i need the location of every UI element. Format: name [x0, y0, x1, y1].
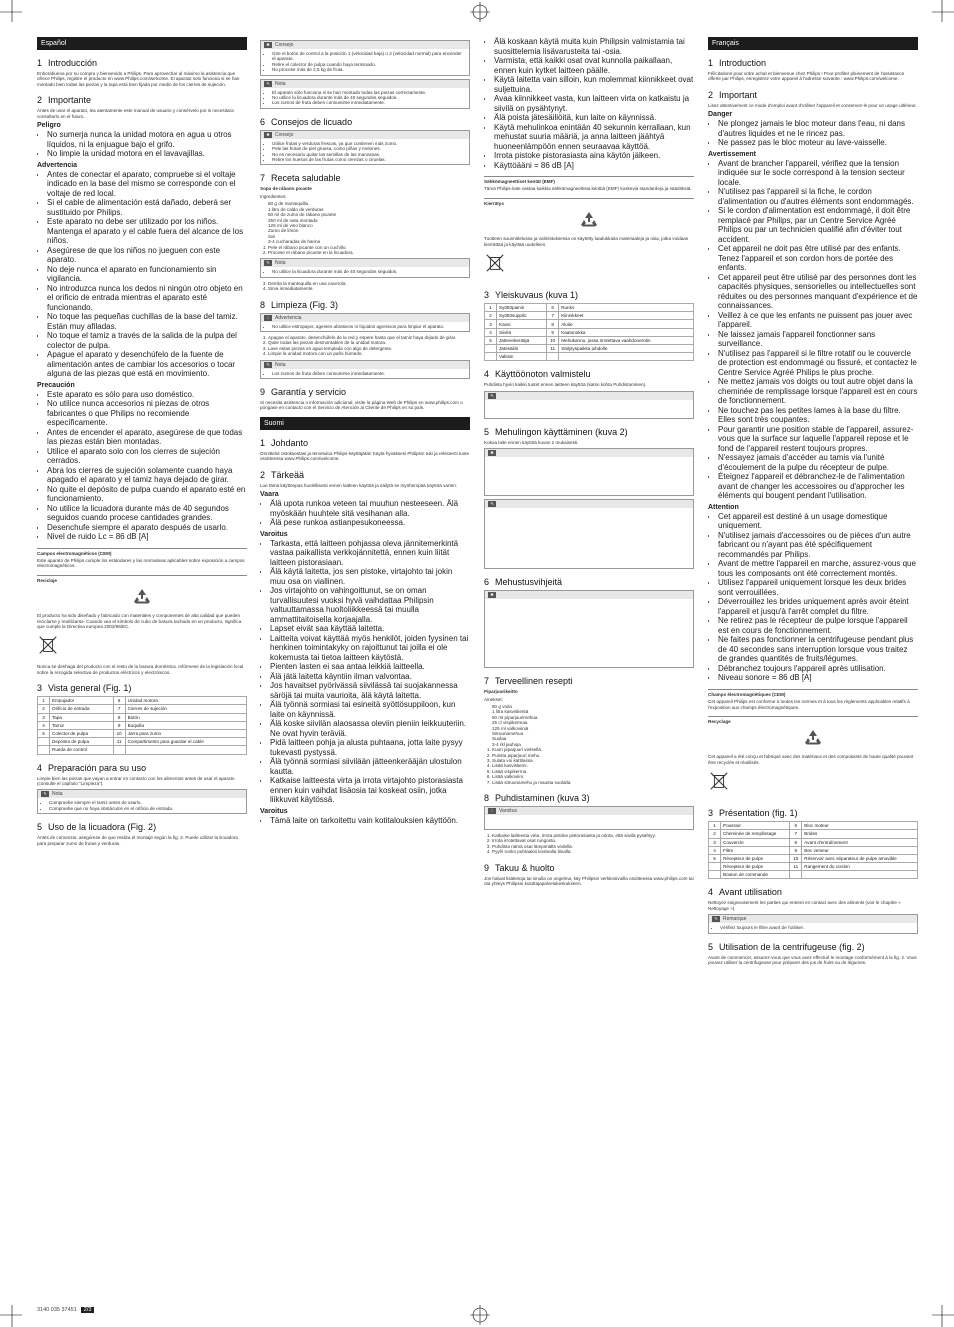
tip-box: ✱ Consejo • Utilice frutas y verduras frescas, ya que contienen más zumo. • Pele las frutas de piel gruesa, como piñas y melones. • No es necesario quitar las semillas de las manzanas. • Retire los huesos de las frutas como cerezas o ciruelas. [260, 130, 470, 166]
recipe-steps: 3. Derrita la mantequilla en una cacerola. 4. Sirva inmediatamente. [260, 281, 470, 292]
section-text: Lue tämä käyttöopas huolellisesti ennen laitteen käyttöä ja säilytä se myöhempää käyttöä varten. [260, 482, 458, 488]
tip-box [484, 448, 694, 496]
warning-icon: ! [488, 808, 496, 814]
list-item: • Utilice el aparato solo con los cierres de sujeción cerrados. [47, 447, 247, 466]
emf-text: Este aparato de Philips cumple los estándares y las normativas aplicables sobre exposición a campos electromagnéticos. [37, 557, 245, 569]
note-box [484, 391, 694, 419]
column-finnish [484, 37, 694, 1297]
section-heading: 9 Garantía y servicio [260, 387, 347, 397]
parts-table [37, 696, 247, 754]
danger-list: • Ne plongez jamais le bloc moteur dans l'eau, ni dans d'autres liquides et ne le rincez pas. • Ne passez pas le bloc moteur au lave-vaisselle. [708, 119, 918, 148]
section-text: Puhdista hyvin kaikki tuotet ennen laitteen käyttöä (katso kohta Puhdistaminen). [484, 382, 647, 388]
divider [708, 689, 918, 690]
list-item: • Antes de encender el aparato, asegúrese de que todas las piezas están bien montadas. [47, 428, 247, 447]
table-row: 4 Tamiz 9 Boquilla [38, 721, 247, 729]
section-heading: 9 Takuu & huolto [484, 862, 555, 873]
parts-table [484, 303, 694, 361]
section-heading: 1 Johdanto [260, 437, 309, 448]
section-heading: 4 Käyttöönoton valmistelu [484, 369, 591, 380]
caution-list: • Cet appareil est destiné à un usage domestique uniquement. • N'utilisez jamais d'accessoires ou de pièces d'un autre fabricant ou n'ayant pas été spécifiquement recommandés par Philips. • Avant de mettre l'appareil en marche, assurez-vous que tous les composants ont été correctement montés. • Utilisez l'appareil uniquement lorsque les deux brides sont verrouillées. • Déverrouillez les brides uniquement après avoir éteint l'appareil et jusqu'à l'arrêt complet du filtre. • Ne retirez pas le récepteur de pulpe lorsque l'appareil est en cours de fonctionnement. • Ne faites pas fonctionner la centrifugeuse pendant plus de 40 secondes sans interruption lorsque vous traitez de grandes quantités de fruits/légumes. • Débranchez toujours l'appareil après utilisation. • Niveau sonore = 86 dB [A] [708, 512, 918, 683]
recycle-text-2: Nunca se deshaga del producto con el resto de la basura doméstica. Infórmese de la legislación local sobre la recogida selectiva de productos eléctricos y electrónicos. [37, 664, 244, 675]
divider [484, 198, 694, 199]
section-heading: 6 Consejos de licuado [260, 116, 353, 127]
danger-heading: Danger [708, 111, 733, 119]
section-text: Limpie bien las piezas que vayan a entrar en contacto con los alimentos antes de usar el aparato (consulte el capítulo "Limpieza"). [37, 775, 235, 786]
table-row: 2 Cheminée de remplissage 7 Brides [709, 830, 918, 838]
crossed-bin-icon [484, 252, 506, 274]
language-header: Español [37, 37, 247, 50]
list-item: • Apague el aparato y desenchúfelo de la fuente de alimentación antes de cambiar los accesorios o tocar alguna de las piezas que está en movimiento. [47, 350, 247, 379]
column-spanish [37, 37, 247, 1297]
note-box: ✎ Nota • Los zumos de fruta deben consumirse inmediatamente. [260, 360, 470, 379]
cleaning-steps: 1. Katkaise laitteesta virta, irrota pistoke pistorasiasta ja odota, että siivilä pysähtyy. 2. Irrota irrotettavat osat rungosta. 3. Puhdista nämä osat lämpimällä vedellä. 4. Pyyhi runko puhtaaksi kostealla liinalla. [484, 833, 694, 855]
list-item: • Este aparato no debe ser utilizado por los niños. Mantenga el aparato y el cable fuera del alcance de los niños. [47, 217, 247, 246]
section-text: Nettoyez soigneusement les parties qui entrent en contact avec des aliments (voir le chapitre « Nettoyage »). [708, 900, 901, 911]
note-icon: ✎ [488, 501, 496, 507]
warning-list: • Tarkasta, että laitteen pohjassa oleva jännitemerkintä vastaa paikallista verkkojännitettä, ennen kuin liität laitteen pistorasiaan. • Älä käytä laitetta, jos sen pistoke, virtajohto tai jokin muu osa on viallinen. • Jos virtajohto on vahingoittunut, se on oman turvallisuutesi vuoksi hyvä vaihdattaa Philipsin valtuuttamassa huoltoliikkeessä tai muulla ammattitaitoisella korjaajalla. • Lapset eivät saa käyttää laitetta. • Laitteita voivat käyttää myös henkilöt, joiden fyysinen tai henkinen toimintakyky on rajoittunut tai joilla ei ole kokemusta tai tietoa laitteen käytöstä. • Pienten lasten ei saa antaa leikkiä laitteella. • Älä jätä laitetta käyntiin ilman valvontaa. • Jos havaitset pyörivässä siivilässä tai suojakannessa säröjä tai muita vaurioita, älä käytä laitetta. • Älä työnnä sormiasi tai esineitä syöttösuppiloon, kun laite on käynnissä. • Älä koske siivilän alaosassa oleviin pieniin leikkuuteriin. Ne ovat hyvin teräviä. • Pidä laitteen pohja ja alusta puhtaana, jotta laite pysyy tukevasti pystyssä. • Älä työnnä sormiasi siivilään jätteenkerääjän ulostulon kautta. • Katkaise laitteesta virta ja irrota virtajohto pistorasiasta ennen kuin vaihdat lisäosia tai koskeat osiin, jotka liikkuvat käytössä. [260, 539, 470, 805]
list-item: • No limpie la unidad motora en el lavavajillas. [47, 149, 247, 159]
section-heading: 5 Uso de la licuadora (Fig. 2) [37, 822, 157, 833]
section-heading: 2 Importante [37, 95, 92, 106]
ingredients-label: Ingredientes: [260, 193, 287, 199]
section-heading: 6 Mehustusvihjeitä [484, 577, 563, 588]
divider [708, 716, 918, 717]
table-row: Récepteur de pulpe 11 Rangement du cordon [709, 863, 918, 871]
column-middle [260, 37, 470, 1297]
recycle-heading: Recyclage [708, 718, 731, 724]
section-heading: 7 Receta saludable [260, 173, 341, 184]
recycle-heading: Kierrätys [484, 200, 504, 206]
warning-box: ! Advertencia • No utilice estropajos, agentes abrasivos ni líquidos agresivos para limpiar el aparato. [260, 313, 470, 332]
note-box: ✎ Nota • Compruebe siempre el tamiz antes de usarlo. • Compruebe que no haya obstáculos en el orificio de entrada. [37, 789, 247, 814]
table-row: 1 Syöttöpainin 6 Runko [485, 304, 694, 312]
registration-mark-icon [465, 0, 495, 30]
section-heading: 2 Tärkeää [260, 469, 305, 480]
warning-list [37, 170, 247, 379]
tip-icon: ✱ [264, 42, 272, 48]
language-header: Français [708, 37, 918, 50]
list-item: • Nivel de ruido Lc = 86 dB [A] [47, 532, 247, 542]
danger-list: • Älä upota runkoa veteen tai muuhun nesteeseen. Älä myöskään huuhtele sitä vesihanan alla. • Älä pese runkoa astianpesukoneessa. [260, 499, 470, 528]
list-item: • Antes de conectar el aparato, compruebe si el voltaje indicado en la base del mismo se corresponde con el voltaje de red local. [47, 170, 247, 199]
section-heading: 8 Limpieza (Fig. 3) [260, 299, 339, 310]
table-row: 2 Orificio de entrada 7 Cierres de sujeción [38, 705, 247, 713]
divider [484, 176, 694, 177]
section-heading: 4 Avant utilisation [708, 887, 782, 898]
divider [37, 548, 247, 549]
divider [37, 575, 247, 576]
table-row: Depósito de pulpa 11 Compartimento para guardar el cable [38, 738, 247, 746]
section-heading: 3 Yleiskuvaus (kuva 1) [484, 290, 579, 301]
section-text: Félicitations pour votre achat et bienvenue chez Philips ! Pour profiter pleinement de l'assistance offerte par Philips, enregistrez votre appareil à l'adresse suivante : www.Philips.com/welcome. [708, 71, 905, 82]
section-text: Antes de usar el aparato, lea atentamente este manual de usuario y consérvelo por si necesitara consultarlo en el futuro. [37, 108, 234, 119]
list-item: • No toque las pequeñas cuchillas de la base del tamiz. Están muy afiladas. [47, 312, 247, 331]
table-row: 5 Colector de pulpa 10 Jarra para zumo [38, 729, 247, 737]
section-text: Antes de comenzar, asegúrese de que realiza el montaje según la fig. 2. Puede utilizar la licuadora para preparar zumo de frutas y verduras. [37, 835, 238, 846]
warning-icon: ! [264, 315, 272, 321]
section-text: Jos haluat lisätietoja tai sinulla on ongelma, käy Philipsin verkkosivuilla osoitteessa www.philips.com tai ota yhteys Philipsin kuluttajapalvelukeskukseen. [484, 875, 694, 887]
section-text: Enhorabuena por su compra y bienvenido a Philips. Para aprovechar al máximo la asistencia que ofrece Philips, registre el producto en www.Philips.com/welcome. El aparato solo funciona si se han montado bien todas las piezas y la tapa está bien fijada por medio de los cierres de sujeción. [37, 71, 240, 87]
section-text: Onnittelut ostoksestasi ja tervetuloa Philips-käyttäjäksi! Käytä hyväksesi Philipsin tuki ja rekisteröi tuote osoitteessa www.Philips.com/welcome. [260, 450, 470, 462]
parts-table [708, 821, 918, 879]
caution-heading: Attention [708, 503, 739, 511]
section-heading: 5 Utilisation de la centrifugeuse (fig. 2) [708, 941, 865, 952]
note-box [484, 499, 694, 569]
list-item: • Asegúrese de que los niños no jueguen con este aparato. [47, 246, 247, 265]
note-box: ✎ Nota • No utilice la licuadora durante más de 40 segundos seguidos. [260, 258, 470, 277]
tip-box: ✱ Consejo • Gire el botón de control a la posición 1 (velocidad baja) o 2 (velocidad normal) para encender el aparato. • Retire el colector de pulpa cuando haya terminado. • No procese más de 2,5 kg de fruta. [260, 40, 470, 76]
table-row: 5 Récepteur de pulpe 10 Réservoir avec séparateur de pulpe amovible [709, 854, 918, 862]
recipe-title: Piparjuurikeitto [484, 689, 518, 695]
section-heading: 4 Preparación para su uso [37, 762, 147, 773]
list-item: • No sumerja nunca la unidad motora en agua u otros líquidos, ni la enjuague bajo el grifo. [47, 130, 247, 149]
recipe-steps: 1. Pele el rábano picante con un cuchillo. 2. Procese el rábano picante en la licuadora. [260, 245, 470, 256]
tip-icon: ✱ [488, 592, 496, 598]
recycle-text: El producto ha sido diseñado y fabricado con materiales y componentes de alta calidad que pueden reciclarse y reutilizarse. Cuando vea el símbolo de cubo de basura tachado en un producto, significa que cumple la Directiva europea 2002/96/EC. [37, 613, 242, 629]
list-item: • No toque el tamiz a través de la salida de la pulpa del colector de pulpa. [47, 331, 247, 350]
recycle-heading: Reciclaje [37, 577, 57, 583]
note-icon: ✎ [488, 393, 496, 399]
danger-heading: Peligro [37, 122, 61, 130]
tip-icon: ✱ [264, 132, 272, 138]
crop-mark-icon [924, 0, 954, 30]
crossed-bin-icon [37, 634, 59, 656]
recycle-icon [130, 586, 154, 610]
section-heading: 5 Mehulingon käyttäminen (kuva 2) [484, 426, 628, 437]
note-icon: ✎ [264, 81, 272, 87]
table-row: 1 Poussoir 6 Bloc moteur [709, 822, 918, 830]
warning-heading: Advertencia [37, 161, 78, 169]
document-code: 3140 035 37451 [37, 1307, 77, 1313]
section-heading: 3 Présentation (fig. 1) [708, 808, 798, 819]
section-text: Lisez attentivement ce mode d'emploi avant d'utiliser l'appareil et conservez-le pour un usage ultérieur. [708, 102, 917, 108]
note-icon: ✎ [264, 260, 272, 266]
section-text: Si necesita asistencia o información adicional, visite la página Web de Philips en www.philips.com o póngase en contacto con el Servicio de Atención al Cliente de Philips en su país. [260, 400, 463, 411]
caution-heading: Varoitus [260, 807, 288, 815]
registration-mark-icon [465, 1297, 495, 1327]
emf-heading: Campos electromagnéticos (CEM) [37, 550, 112, 556]
warning-heading: Varoitus [260, 530, 288, 538]
list-item: • Abra los cierres de sujeción solamente cuando haya apagado el aparato y el tamiz haya dejado de girar. [47, 466, 247, 485]
table-row: 2 Syöttösuppilo 7 Kiinnikkeet [485, 312, 694, 320]
crossed-bin-icon [708, 770, 730, 792]
crop-mark-icon [0, 0, 30, 30]
recipe-steps: 1. Kuori piparjuuri veitsellä. 2. Purista piparjuuri mehu. 3. Sulata voi kattilassa. 4. Lisää kasvisliemi. 5. Lisää vispikerma. 6. Lisää valkoviini. 7. Lisää sitruunamehu ja mausta suolalla. [484, 747, 694, 785]
warning-list: • Avant de brancher l'appareil, vérifiez que la tension indiquée sur le socle correspond à la tension secteur locale. • N'utilisez pas l'appareil si la fiche, le cordon d'alimentation ou d'autres éléments sont endommagés. • Si le cordon d'alimentation est endommagé, il doit être remplacé par Philips, par un Centre Service Agréé Philips ou par un technicien qualifié afin d'éviter tout accident. • Cet appareil ne doit pas être utilisé par des enfants. Tenez l'appareil et son cordon hors de portée des enfants. • Cet appareil peut être utilisé par des personnes dont les capacités physiques, sensorielles ou intellectuelles sont réduites ou des personnes manquant d'expérience et de connaissances. • Veillez à ce que les enfants ne puissent pas jouer avec l'appareil. • Ne laissez jamais l'appareil fonctionner sans surveillance. • N'utilisez pas l'appareil si le filtre rotatif ou le couvercle de protection est endommagé ou fissuré, et contactez le Centre Service Agréé Philips le plus proche. • Ne mettez jamais vos doigts ou tout autre objet dans la cheminée de remplissage lorsque l'appareil est en cours de fonctionnement. • Ne touchez pas les petites lames à la base du filtre. Elles sont très coupantes. • Pour garantir une position stable de l'appareil, assurez-vous que la surface sur laquelle l'appareil repose et le fond de l'appareil restent toujours propres. • N'essayez jamais d'accéder au tamis via l'unité d'écoulement de la pulpe du récepteur de pulpe. • Éteignez l'appareil et débranchez-le de l'alimentation avant de changer les accessoires ou d'approcher les éléments qui bougent pendant l'utilisation. [708, 159, 918, 501]
warning-box: ! Varoitus [484, 806, 694, 830]
list-item: • Desenchufe siempre el aparato después de usarlo. [47, 523, 247, 533]
recipe-title: Sopa de rábano picante [260, 186, 312, 192]
note-icon: ✎ [264, 362, 272, 368]
table-row: 1 Empujador 6 Unidad motora [38, 697, 247, 705]
tip-box [484, 590, 694, 668]
table-row: 4 Filtre 9 Bec verseur [709, 846, 918, 854]
caution-list [37, 390, 247, 542]
section-heading: 7 Terveellinen resepti [484, 676, 573, 687]
ingredients-label: Ainekset: [484, 696, 503, 702]
list-item: • No utilice la licuadora durante más de 40 segundos seguidos cuando procese cantidades grandes. [47, 504, 247, 523]
table-row: Bouton de commande [709, 871, 918, 879]
emf-text: Tämä Philips-laite vastaa kaikkia sähkömagneettisia kenttiä (EMF) koskevia standardeja ja säädöksiä. [484, 186, 692, 192]
danger-heading: Vaara [260, 491, 279, 499]
table-row: 3 Tapa 8 Botón [38, 713, 247, 721]
note-icon: ✎ [712, 916, 720, 922]
list-item: • Este aparato es sólo para uso doméstico. [47, 390, 247, 400]
crop-mark-icon [0, 1297, 30, 1327]
caution-heading: Precaución [37, 381, 75, 389]
section-text: Kokoa laite ennen käyttöä kuvan 2 mukaisesti. [484, 439, 579, 445]
note-box: ✎ Remarque • Vérifiez toujours le filtre avant de l'utiliser. [708, 914, 918, 933]
caution-list: • Tämä laite on tarkoitettu vain kotitalouksien käyttöön. [260, 816, 470, 826]
note-box: ✎ Nota • El aparato sólo funciona si se han montado todas las piezas correctamente. • No utilice la licuadora durante más de 40 segundos seguidos. • Los zumos de fruta deben consumirse inmediatamente. [260, 79, 470, 109]
ingredients-list: • 80 g voita • 1 litra kasvislientä • 50 ml piparjuurimehua • 25 cl vispikermaa • 125 ml valkoviiniä • Sitruunamehua • Suolaa • 3-4 rkl jauhoja [484, 704, 694, 747]
cleaning-steps: 1. Apague el aparato, desenchúfelo de la red y espere hasta que el tamiz haya dejado de girar. 2. Quite todas las piezas desmontables de la unidad motora. 3. Lave estas piezas en agua templada con algo de detergente. 4. Limpie la unidad motora con un paño húmedo. [260, 335, 470, 357]
note-icon: ✎ [41, 791, 49, 797]
table-row: 4 Siivilä 9 Kaatonokka [485, 328, 694, 336]
page-number: 2/3 [81, 1307, 95, 1313]
warning-list: • Älä koskaan käytä muita kuin Philipsin valmistamia tai suosittelemia lisävarusteita tai -osia. • Varmista, että kaikki osat ovat kunnolla paikallaan, ennen kuin kytket laitteen päälle. • Käytä laitetta vain silloin, kun molemmat kiinnikkeet ovat suljettuina. • Avaa kiinnikkeet vasta, kun laitteen virta on katkaistu ja siivilä on pysähtynyt. • Älä poista jätesäiliöitä, kun laite on käynnissä. • Käytä mehulinkoa enintään 40 sekunnin kerrallaan, kun mehustat suuria määriä, ja anna laitteen jäähtyä huoneenlämpöön ennen seuraavaa käyttöä. • Irrota pistoke pistorasiasta aina käytön jälkeen. • Käyttöääni = 86 dB [A] [484, 37, 694, 170]
emf-heading: Sähkömagneettiset kentät (EMF) [484, 179, 555, 184]
ingredients-list: • 80 g de mantequilla • 1 litro de caldo de verduras • 50 ml de zumo de rábano picante • 250 ml de nata montada • 125 ml de vino blanco • Zumo de limón • Sal • 3-4 cucharadas de harina [260, 201, 470, 244]
language-header: Suomi [260, 417, 470, 430]
footer [37, 1307, 94, 1313]
table-row: Rueda de control [38, 746, 247, 754]
recycle-text: Cet appareil a été conçu et fabriqué avec des matériaux et des composants de haute qualité pouvant être recyclés et réutilisés. [708, 754, 914, 765]
tip-icon: ✱ [488, 450, 496, 456]
recycle-icon [577, 209, 601, 233]
section-heading: 2 Important [708, 89, 758, 100]
section-heading: 8 Puhdistaminen (kuva 3) [484, 793, 590, 804]
emf-text: Cet appareil Philips est conforme à toutes les normes et à tous les règlements applicables relatifs à l'exposition aux champs électromagnétiques. [708, 699, 910, 710]
section-heading: 3 Vista general (Fig. 1) [37, 683, 132, 694]
list-item: • No utilice nunca accesorios ni piezas de otros fabricantes o que Philips no recomiende específicamente. [47, 399, 247, 428]
section-heading: 1 Introduction [708, 58, 767, 68]
crop-mark-icon [924, 1297, 954, 1327]
list-item: • No deje nunca el aparato en funcionamiento sin vigilancia. [47, 265, 247, 284]
list-item: • No quite el depósito de pulpa cuando el aparato esté en funcionamiento. [47, 485, 247, 504]
table-row: Valitsin [485, 353, 694, 361]
recycle-text: Tuotteen suunnittelussa ja valmistuksessa on käytetty laadukkaita materiaaleja ja osia, jotka voidaan kierrättää ja käyttää uudelleen. [484, 236, 689, 247]
danger-list [37, 130, 247, 159]
table-row: 5 Jätteenkerääjä 10 Mehukannu, jossa irrotettava vaahdonerotin [485, 336, 694, 344]
table-row: Jätesäiliö 11 Säilytyspaikka johdolle [485, 344, 694, 352]
table-row: 3 Couvercle 8 Avant d'entraînement [709, 838, 918, 846]
list-item: • No introduzca nunca los dedos ni ningún otro objeto en el orificio de entrada mientras el aparato esté funcionando. [47, 284, 247, 313]
recycle-icon [801, 727, 825, 751]
column-french [708, 37, 918, 1297]
warning-heading: Avertissement [708, 150, 756, 158]
section-heading: 1 Introducción [37, 58, 98, 68]
section-text: Avant de commencer, assurez-vous que vous avez effectué le montage conformément à la fig. 2. Vous pouvez utiliser la centrifugeuse pour préparer des jus de fruits ou de légumes. [708, 954, 917, 966]
list-item: • Si el cable de alimentación está dañado, deberá ser sustituido por Philips. [47, 198, 247, 217]
emf-heading: Champs électromagnétiques (CEM) [708, 691, 786, 697]
table-row: 3 Kansi 8 Aloite [485, 320, 694, 328]
